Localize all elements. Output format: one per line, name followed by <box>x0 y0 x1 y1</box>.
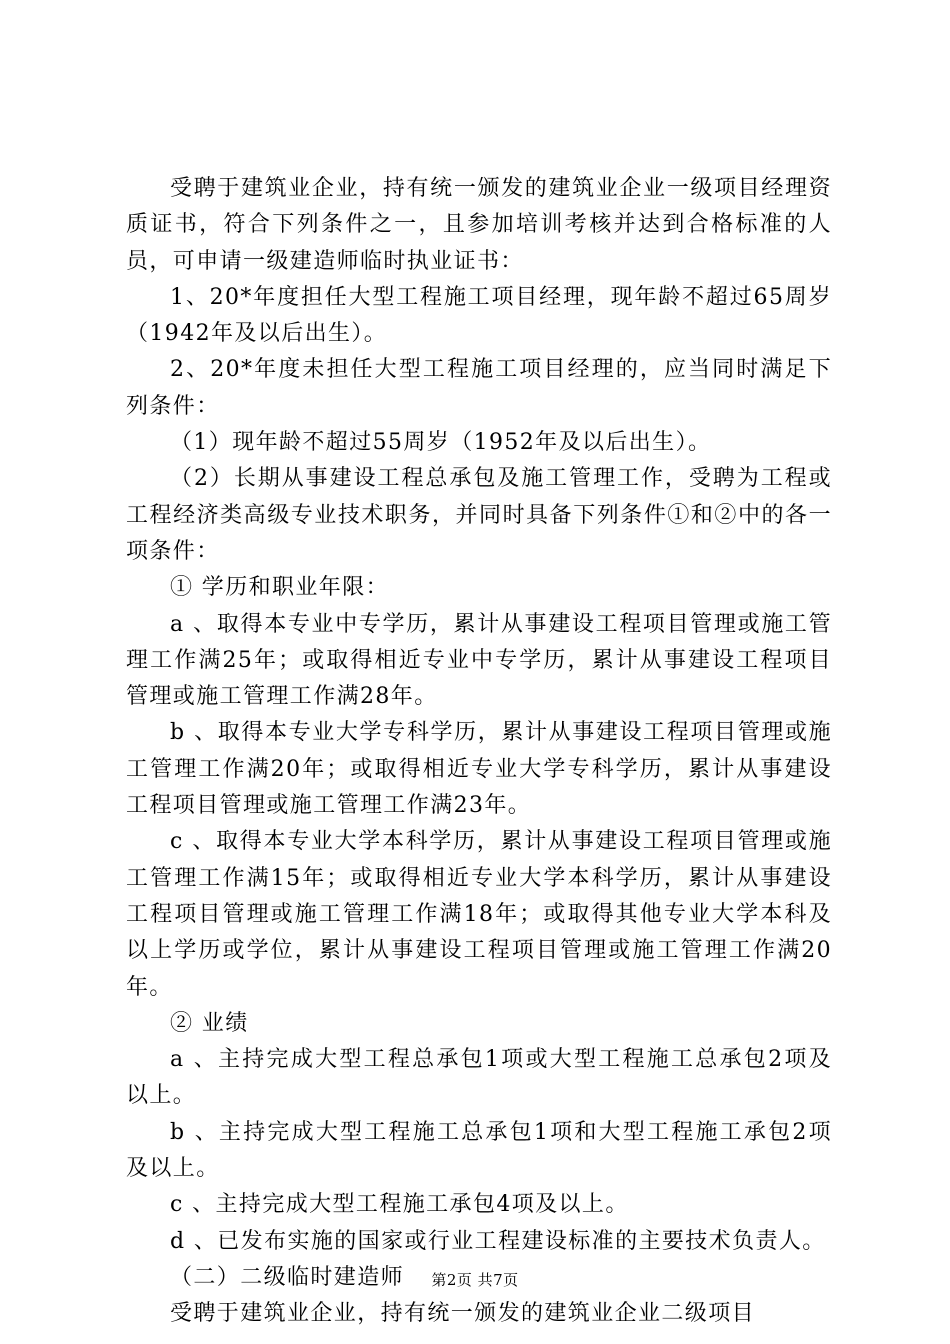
paragraph-education-b: b 、取得本专业大学专科学历，累计从事建设工程项目管理或施工管理工作满20年；或取得相近专业大学专科学历，累计从事建设工程项目管理或施工管理工作满23年。 <box>126 720 832 819</box>
paragraph-education-c: c 、取得本专业大学本科学历，累计从事建设工程项目管理或施工管理工作满15年；或取得相近专业大学本科学历，累计从事建设工程项目管理或施工管理工作满18年；或取得其他专业大学本科及以上学历或学位，累计从事建设工程项目管理或施工管理工作满20年。 <box>126 829 832 1000</box>
page-footer: 第2页 共7页 <box>431 1271 519 1289</box>
paragraph-level-2-intro: 受聘于建筑业企业，持有统一颁发的建筑业企业二级项目 <box>170 1301 756 1327</box>
paragraph-intro: 受聘于建筑业企业，持有统一颁发的建筑业企业一级项目经理资质证书，符合下列条件之一，且参加培训考核并达到合格标准的人员，可申请一级建造师临时执业证书： <box>126 176 832 274</box>
paragraph-performance-b: b 、主持完成大型工程施工总承包1项和大型工程施工承包2项及以上。 <box>126 1119 832 1182</box>
paragraph-condition-1: 1、20*年度担任大型工程施工项目经理，现年龄不超过65周岁（1942年及以后出生）。 <box>126 284 832 347</box>
paragraph-education-heading: ① 学历和职业年限： <box>170 575 389 601</box>
paragraph-sub-condition-1: （1）现年龄不超过55周岁（1952年及以后出生）。 <box>170 430 712 456</box>
paragraph-sub-condition-2: （2）长期从事建设工程总承包及施工管理工作，受聘为工程或工程经济类高级专业技术职务，并同时具备下列条件①和②中的各一项条件： <box>126 466 832 564</box>
section-heading-level-2: （二）二级临时建造师 <box>170 1264 405 1290</box>
paragraph-education-a: a 、取得本专业中专学历，累计从事建设工程项目管理或施工管理工作满25年；或取得相近专业中专学历，累计从事建设工程项目管理或施工管理工作满28年。 <box>126 611 832 710</box>
paragraph-performance-c: c 、主持完成大型工程施工承包4项及以上。 <box>170 1192 629 1218</box>
paragraph-performance-heading: ② 业绩 <box>170 1010 249 1036</box>
paragraph-condition-2: 2、20*年度未担任大型工程施工项目经理的，应当同时满足下列条件： <box>126 357 832 419</box>
paragraph-performance-a: a 、主持完成大型工程总承包1项或大型工程施工总承包2项及以上。 <box>126 1047 832 1109</box>
paragraph-performance-d: d 、已发布实施的国家或行业工程建设标准的主要技术负责人。 <box>170 1228 826 1254</box>
document-body <box>126 171 832 1333</box>
